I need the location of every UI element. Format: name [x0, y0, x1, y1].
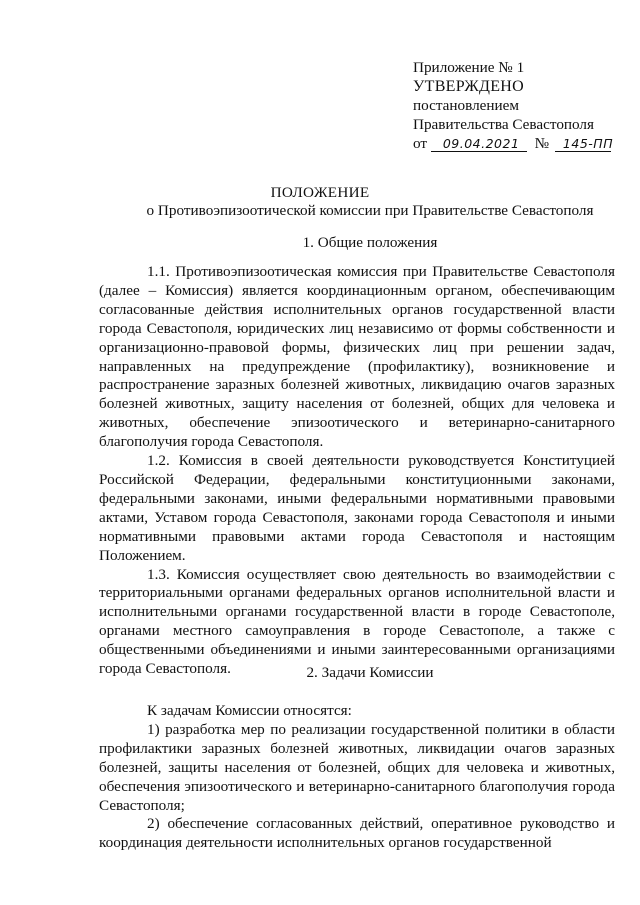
handwritten-number: 145-ПП	[555, 137, 611, 152]
government-label: Правительства Севастополя	[413, 116, 594, 133]
section-2-body	[99, 702, 615, 853]
appendix-number: Приложение № 1	[413, 59, 525, 76]
approval-stamp	[413, 58, 623, 153]
number-sign: №	[534, 135, 550, 152]
paragraph-2-item-2: 2) обеспечение согласованных действий, оперативное руководство и координация деятельности исполнительных органов государственной	[99, 815, 615, 852]
section-1-body	[99, 263, 615, 679]
paragraph-1-3: 1.3. Комиссия осуществляет свою деятельность во взаимодействии с территориальными органами федеральных органов исполнительной власти и исполнительными органами государственной власти в городе Севастополе, органами местного самоуправления в городе Севастополе, а также с общественными объединениями и иными заинтересованными организациями города Севастополя.	[99, 565, 615, 678]
approved-label: УТВЕРЖДЕНО	[413, 78, 525, 95]
date-number-line	[413, 134, 623, 153]
resolution-label: постановлением	[413, 97, 520, 114]
from-label: от	[413, 135, 428, 152]
paragraph-2-intro: К задачам Комиссии относятся:	[147, 702, 352, 719]
section-1-heading: 1. Общие положения	[302, 234, 438, 251]
paragraph-2-item-1: 1) разработка мер по реализации государственной политики в области профилактики заразных болезней животных, ликвидации очагов заразных болезней, защиты населения от болезней, общих для человека и животных, обеспечения эпизоотического и ветеринарно-санитарного благополучия города Севастополя;	[99, 720, 615, 814]
document-subtitle: о Противоэпизоотической комиссии при Правительстве Севастополя	[146, 202, 594, 219]
document-title: ПОЛОЖЕНИЕ	[270, 184, 370, 201]
handwritten-date: 09.04.2021	[431, 137, 527, 152]
section-2-heading: 2. Задачи Комиссии	[306, 664, 434, 681]
paragraph-1-1: 1.1. Противоэпизоотическая комиссия при Правительстве Севастополя (далее – Комиссия) является координационным органом, обеспечивающим согласованные действия исполнительных органов государственной власти города Севастополя, юридических лиц независимо от формы собственности и организационно-правовой формы, физических лиц при решении задач, направленных на предупреждение (профилактику), возникновение и распространение заразных болезней животных, ликвидацию очагов заразных болезней животных, защиту населения от болезней, общих для человека и животных, обеспечение эпизоотического и ветеринарно-санитарного благополучия города Севастополя.	[99, 263, 615, 451]
paragraph-1-2: 1.2. Комиссия в своей деятельности руководствуется Конституцией Российской Федерации, федеральными конституционными законами, федеральными законами, иными федеральными нормативными правовыми актами, Уставом города Севастополя, законами города Севастополя и иными нормативными правовыми актами города Севастополя и настоящим Положением.	[99, 452, 615, 564]
